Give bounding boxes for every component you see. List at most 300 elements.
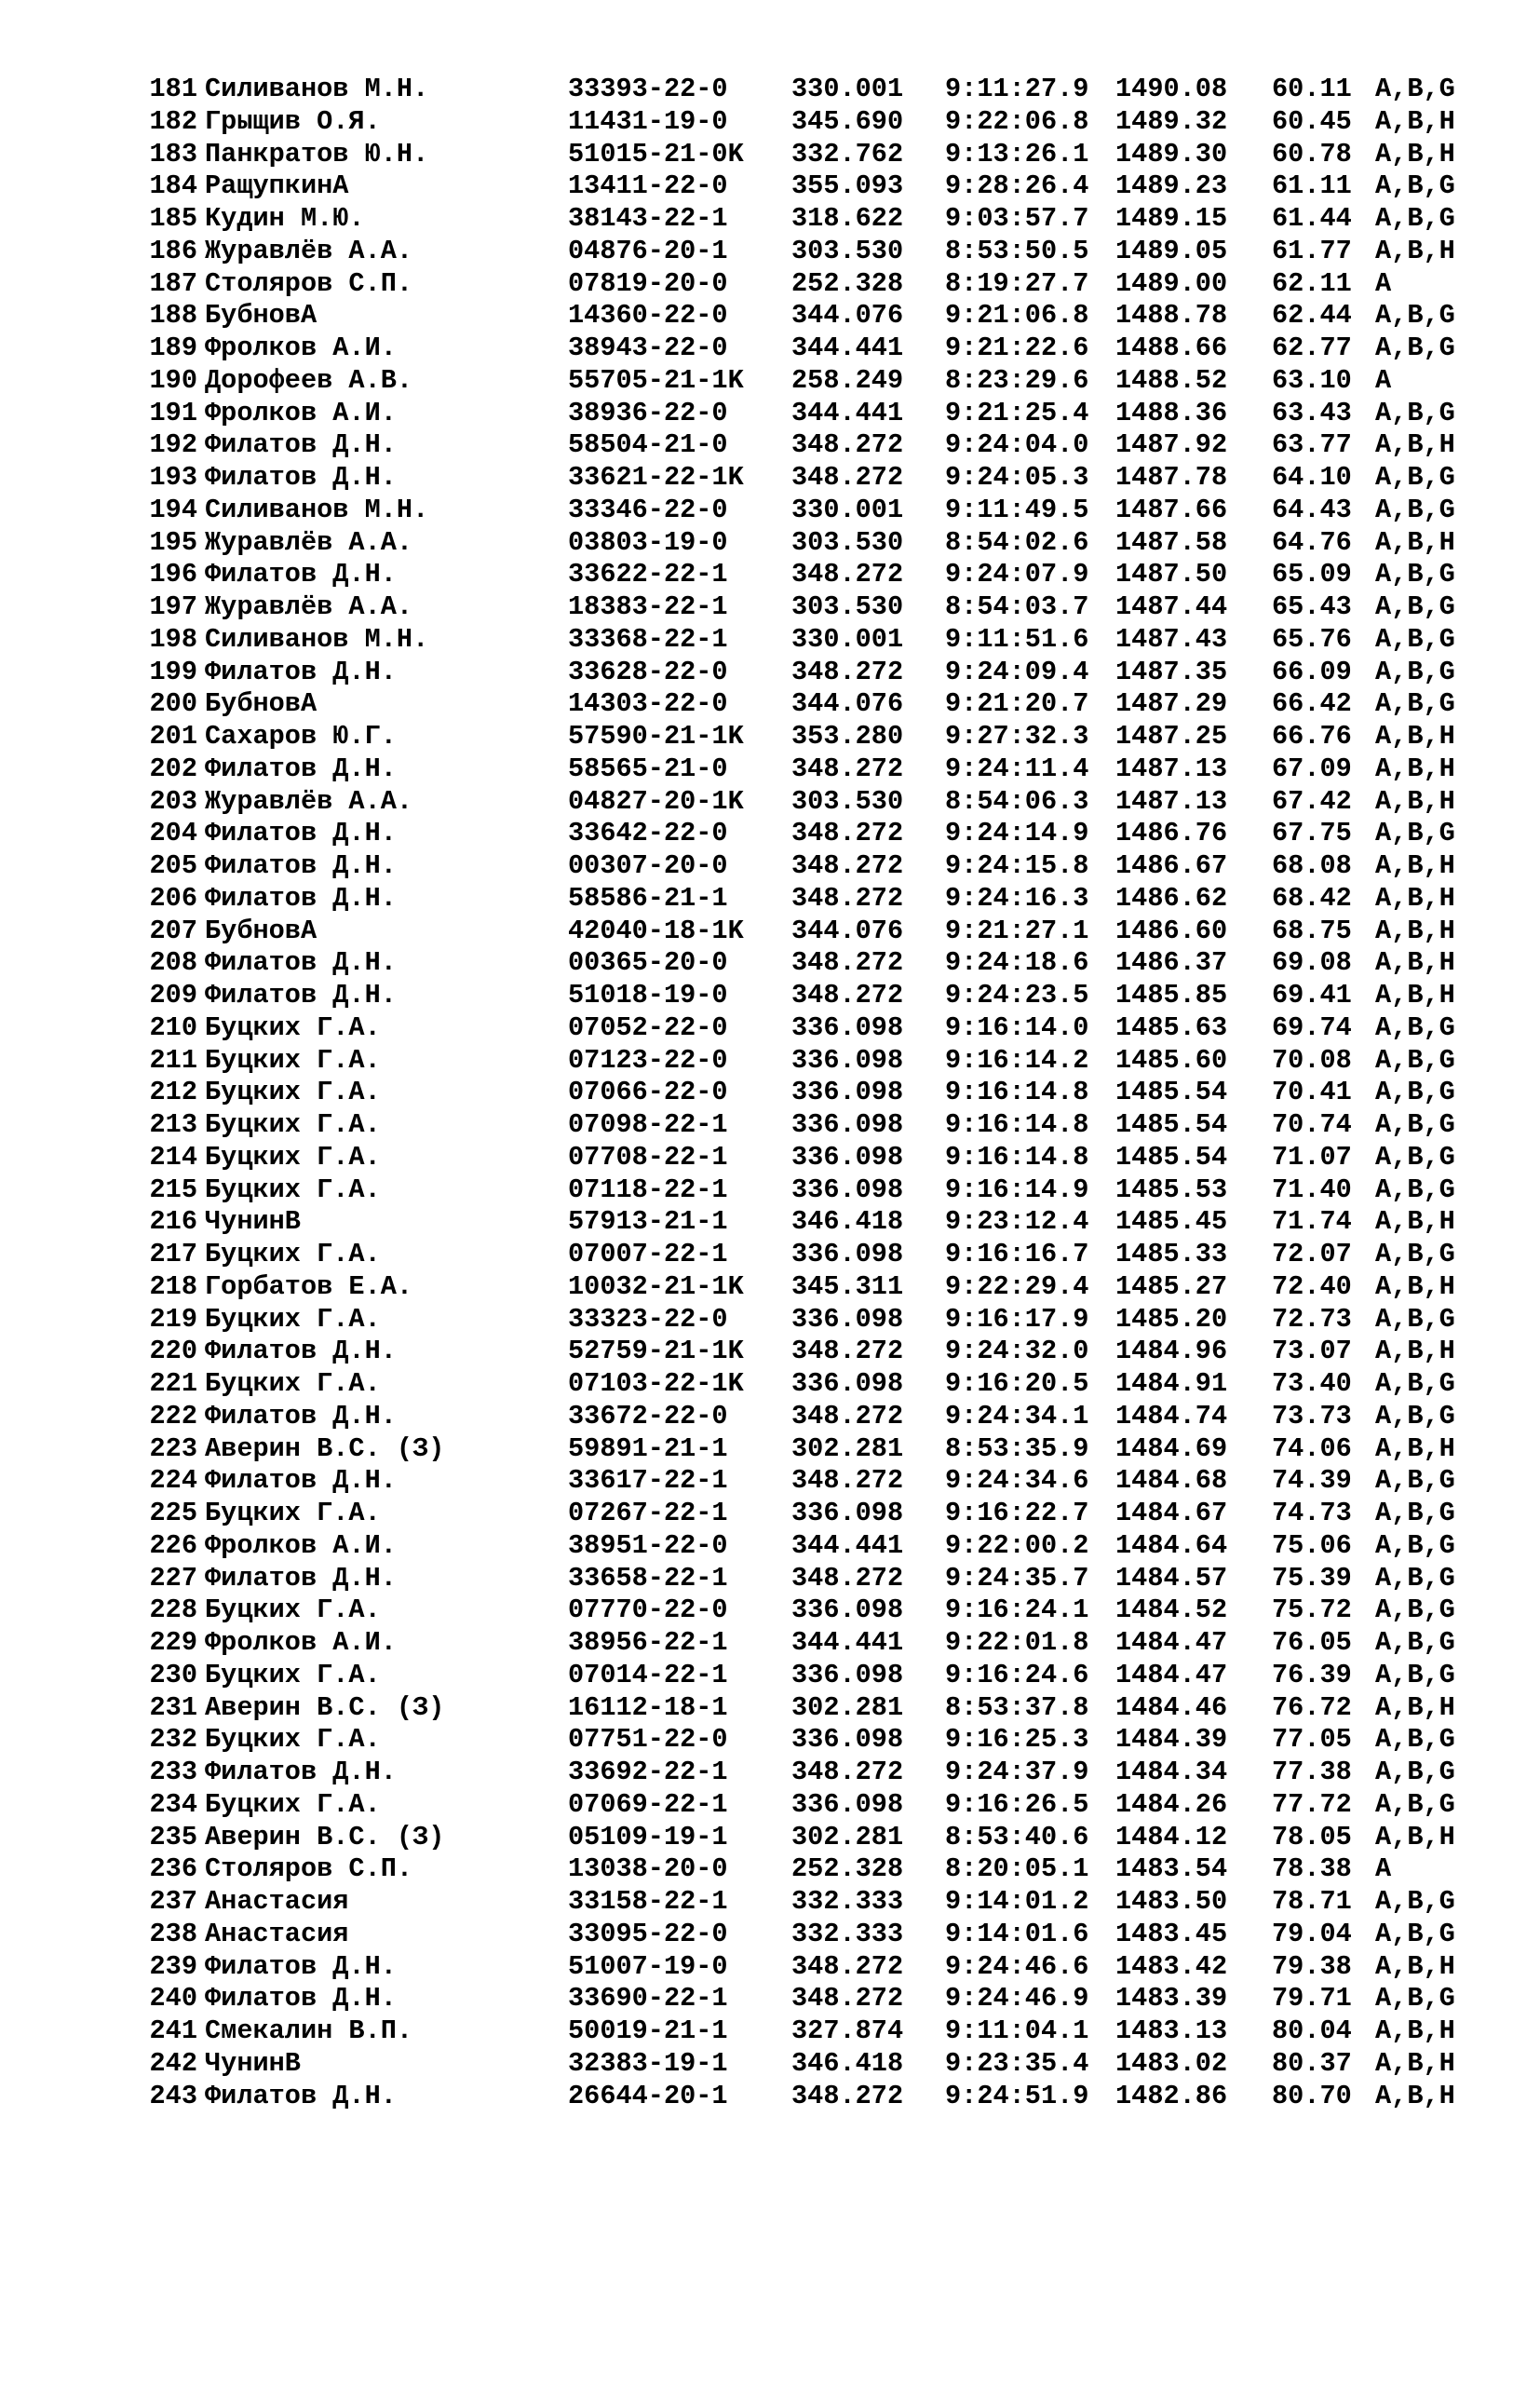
classes: A,B,G — [1375, 494, 1455, 525]
points: 78.05 — [1272, 1821, 1352, 1852]
ring-number: 58504-21-0 — [568, 429, 728, 461]
points: 62.11 — [1272, 267, 1352, 299]
row-number: 237 — [149, 1886, 197, 1917]
table-row — [138, 1918, 1455, 1951]
classes: A,B,G — [1375, 1498, 1455, 1528]
speed: 1483.45 — [1115, 1918, 1228, 1949]
distance: 336.098 — [791, 1011, 904, 1043]
arrival-time: 9:16:24.1 — [945, 1594, 1089, 1626]
distance: 344.076 — [791, 688, 904, 720]
row-number: 216 — [149, 1206, 197, 1238]
speed: 1484.96 — [1115, 1336, 1228, 1367]
distance: 336.098 — [791, 1368, 904, 1399]
points: 67.75 — [1272, 818, 1352, 849]
ring-number: 38143-22-1 — [568, 203, 728, 234]
table-row — [138, 1011, 1455, 1045]
fancier-name: Филатов Д.Н. — [205, 753, 397, 784]
table-row — [138, 1659, 1455, 1692]
row-number: 184 — [149, 170, 197, 202]
speed: 1489.30 — [1115, 138, 1228, 170]
classes: A,B,H — [1375, 2080, 1455, 2111]
points: 61.11 — [1272, 170, 1352, 202]
arrival-time: 9:14:01.2 — [945, 1886, 1089, 1917]
classes: A,B,G — [1375, 1627, 1455, 1658]
speed: 1488.36 — [1115, 397, 1228, 428]
table-row — [138, 203, 1455, 236]
distance: 327.874 — [791, 2015, 904, 2046]
ring-number: 07103-22-1K — [568, 1368, 744, 1399]
fancier-name: Горбатов Е.А. — [205, 1270, 413, 1302]
table-row — [138, 818, 1455, 850]
table-row — [138, 1724, 1455, 1757]
row-number: 234 — [149, 1788, 197, 1820]
classes: A,B,H — [1375, 429, 1455, 461]
table-row — [138, 105, 1455, 139]
ring-number: 07819-20-0 — [568, 267, 728, 299]
speed: 1484.52 — [1115, 1594, 1228, 1626]
classes: A,B,G — [1375, 1757, 1455, 1787]
arrival-time: 9:21:20.7 — [945, 688, 1089, 720]
classes: A,B,H — [1375, 1206, 1455, 1238]
classes: A,B,H — [1375, 1336, 1455, 1367]
distance: 303.530 — [791, 591, 904, 622]
points: 75.39 — [1272, 1562, 1352, 1594]
ring-number: 07267-22-1 — [568, 1498, 728, 1528]
row-number: 226 — [149, 1529, 197, 1561]
ring-number: 57913-21-1 — [568, 1206, 728, 1238]
row-number: 231 — [149, 1691, 197, 1723]
points: 76.39 — [1272, 1659, 1352, 1690]
fancier-name: Буцких Г.А. — [205, 1044, 381, 1076]
ring-number: 51018-19-0 — [568, 980, 728, 1011]
ring-number: 33158-22-1 — [568, 1886, 728, 1917]
points: 61.77 — [1272, 235, 1352, 266]
ring-number: 59891-21-1 — [568, 1432, 728, 1464]
speed: 1485.33 — [1115, 1239, 1228, 1269]
fancier-name: Филатов Д.Н. — [205, 1757, 397, 1787]
row-number: 202 — [149, 753, 197, 784]
distance: 355.093 — [791, 170, 904, 202]
fancier-name: Фролков А.И. — [205, 1627, 397, 1658]
classes: A,B,G — [1375, 559, 1455, 590]
ring-number: 57590-21-1K — [568, 721, 744, 752]
speed: 1485.63 — [1115, 1011, 1228, 1043]
speed: 1488.66 — [1115, 332, 1228, 363]
table-row — [138, 74, 1455, 106]
classes: A,B,H — [1375, 1270, 1455, 1302]
fancier-name: Журавлёв А.А. — [205, 591, 413, 622]
ring-number: 03803-19-0 — [568, 526, 728, 558]
table-row — [138, 1757, 1455, 1789]
table-row — [138, 2080, 1455, 2113]
speed: 1483.39 — [1115, 1983, 1228, 2015]
points: 62.44 — [1272, 300, 1352, 332]
row-number: 236 — [149, 1853, 197, 1885]
points: 69.41 — [1272, 980, 1352, 1011]
fancier-name: БубновА — [205, 915, 317, 946]
row-number: 208 — [149, 947, 197, 979]
row-number: 201 — [149, 721, 197, 752]
arrival-time: 8:53:35.9 — [945, 1432, 1089, 1464]
classes: A,B,G — [1375, 332, 1455, 363]
distance: 348.272 — [791, 882, 904, 914]
distance: 348.272 — [791, 2080, 904, 2111]
arrival-time: 9:16:20.5 — [945, 1368, 1089, 1399]
classes: A — [1375, 267, 1392, 299]
fancier-name: Филатов Д.Н. — [205, 1465, 397, 1497]
speed: 1485.60 — [1115, 1044, 1228, 1076]
table-row — [138, 364, 1392, 398]
arrival-time: 9:11:51.6 — [945, 623, 1089, 655]
points: 65.76 — [1272, 623, 1352, 655]
distance: 332.333 — [791, 1886, 904, 1917]
arrival-time: 9:24:34.6 — [945, 1465, 1089, 1497]
distance: 344.076 — [791, 915, 904, 946]
row-number: 211 — [149, 1044, 197, 1076]
table-row — [138, 235, 1455, 268]
table-row — [138, 785, 1455, 819]
classes: A,B,H — [1375, 138, 1455, 170]
fancier-name: Филатов Д.Н. — [205, 1950, 397, 1982]
table-row — [138, 2015, 1455, 2048]
table-row — [138, 397, 1455, 430]
fancier-name: Филатов Д.Н. — [205, 882, 397, 914]
distance: 348.272 — [791, 980, 904, 1011]
arrival-time: 8:54:02.6 — [945, 526, 1089, 558]
arrival-time: 9:21:22.6 — [945, 332, 1089, 363]
ring-number: 51015-21-0K — [568, 138, 744, 170]
points: 72.73 — [1272, 1303, 1352, 1335]
points: 60.78 — [1272, 138, 1352, 170]
fancier-name: Кудин М.Ю. — [205, 203, 365, 234]
arrival-time: 8:20:05.1 — [945, 1853, 1089, 1885]
speed: 1484.91 — [1115, 1368, 1228, 1399]
fancier-name: Филатов Д.Н. — [205, 1983, 397, 2015]
fancier-name: Журавлёв А.А. — [205, 526, 413, 558]
table-row — [138, 494, 1455, 527]
row-number: 214 — [149, 1141, 197, 1173]
arrival-time: 9:16:14.8 — [945, 1109, 1089, 1140]
speed: 1484.69 — [1115, 1432, 1228, 1464]
classes: A,B,G — [1375, 688, 1455, 720]
classes: A,B,H — [1375, 105, 1455, 137]
fancier-name: Филатов Д.Н. — [205, 429, 397, 461]
arrival-time: 9:16:22.7 — [945, 1498, 1089, 1528]
ring-number: 51007-19-0 — [568, 1950, 728, 1982]
speed: 1487.29 — [1115, 688, 1228, 720]
distance: 252.328 — [791, 267, 904, 299]
classes: A,B,H — [1375, 850, 1455, 881]
classes: A,B,G — [1375, 1141, 1455, 1173]
distance: 336.098 — [791, 1109, 904, 1140]
row-number: 224 — [149, 1465, 197, 1497]
distance: 330.001 — [791, 494, 904, 525]
points: 79.71 — [1272, 1983, 1352, 2015]
points: 66.09 — [1272, 656, 1352, 687]
row-number: 197 — [149, 591, 197, 622]
speed: 1484.47 — [1115, 1659, 1228, 1690]
distance: 336.098 — [791, 1303, 904, 1335]
ring-number: 07770-22-0 — [568, 1594, 728, 1626]
speed: 1486.76 — [1115, 818, 1228, 849]
arrival-time: 9:11:49.5 — [945, 494, 1089, 525]
distance: 336.098 — [791, 1044, 904, 1076]
classes: A,B,G — [1375, 1077, 1455, 1108]
row-number: 204 — [149, 818, 197, 849]
row-number: 199 — [149, 656, 197, 687]
classes: A,B,G — [1375, 591, 1455, 622]
classes: A,B,H — [1375, 980, 1455, 1011]
ring-number: 10032-21-1K — [568, 1270, 744, 1302]
points: 77.72 — [1272, 1788, 1352, 1820]
arrival-time: 9:24:07.9 — [945, 559, 1089, 590]
points: 65.43 — [1272, 591, 1352, 622]
row-number: 230 — [149, 1659, 197, 1690]
points: 70.41 — [1272, 1077, 1352, 1108]
speed: 1486.37 — [1115, 947, 1228, 979]
row-number: 189 — [149, 332, 197, 363]
classes: A,B,H — [1375, 1432, 1455, 1464]
arrival-time: 9:16:14.2 — [945, 1044, 1089, 1076]
table-row — [138, 138, 1455, 171]
speed: 1485.27 — [1115, 1270, 1228, 1302]
arrival-time: 9:24:14.9 — [945, 818, 1089, 849]
distance: 344.441 — [791, 332, 904, 363]
ring-number: 16112-18-1 — [568, 1691, 728, 1723]
fancier-name: Буцких Г.А. — [205, 1659, 381, 1690]
points: 68.08 — [1272, 850, 1352, 881]
classes: A,B,G — [1375, 623, 1455, 655]
fancier-name: Филатов Д.Н. — [205, 2080, 397, 2111]
fancier-name: Аверин В.С. (З) — [205, 1821, 445, 1852]
ring-number: 07118-22-1 — [568, 1174, 728, 1205]
classes: A,B,G — [1375, 1594, 1455, 1626]
table-row — [138, 1368, 1455, 1401]
points: 77.38 — [1272, 1757, 1352, 1787]
distance: 348.272 — [791, 656, 904, 687]
arrival-time: 9:24:37.9 — [945, 1757, 1089, 1787]
ring-number: 33368-22-1 — [568, 623, 728, 655]
table-row — [138, 462, 1455, 495]
speed: 1483.13 — [1115, 2015, 1228, 2046]
classes: A,B,H — [1375, 947, 1455, 979]
speed: 1485.45 — [1115, 1206, 1228, 1238]
table-row — [138, 753, 1455, 786]
distance: 302.281 — [791, 1432, 904, 1464]
ring-number: 07751-22-0 — [568, 1724, 728, 1756]
row-number: 206 — [149, 882, 197, 914]
fancier-name: Филатов Д.Н. — [205, 850, 397, 881]
distance: 336.098 — [791, 1239, 904, 1269]
table-row — [138, 1400, 1455, 1433]
speed: 1485.85 — [1115, 980, 1228, 1011]
distance: 330.001 — [791, 74, 904, 104]
table-row — [138, 1141, 1455, 1174]
arrival-time: 9:24:05.3 — [945, 462, 1089, 493]
ring-number: 07123-22-0 — [568, 1044, 728, 1076]
arrival-time: 9:24:23.5 — [945, 980, 1089, 1011]
ring-number: 14303-22-0 — [568, 688, 728, 720]
points: 70.74 — [1272, 1109, 1352, 1140]
table-row — [138, 688, 1455, 721]
distance: 336.098 — [791, 1174, 904, 1205]
distance: 348.272 — [791, 947, 904, 979]
ring-number: 00365-20-0 — [568, 947, 728, 979]
ring-number: 07098-22-1 — [568, 1109, 728, 1140]
speed: 1486.60 — [1115, 915, 1228, 946]
fancier-name: Столяров С.П. — [205, 1853, 413, 1885]
row-number: 193 — [149, 462, 197, 493]
row-number: 192 — [149, 429, 197, 461]
speed: 1484.39 — [1115, 1724, 1228, 1756]
distance: 336.098 — [791, 1594, 904, 1626]
row-number: 225 — [149, 1498, 197, 1528]
ring-number: 18383-22-1 — [568, 591, 728, 622]
classes: A,B,H — [1375, 915, 1455, 946]
arrival-time: 9:24:35.7 — [945, 1562, 1089, 1594]
fancier-name: Филатов Д.Н. — [205, 818, 397, 849]
points: 60.11 — [1272, 74, 1352, 104]
arrival-time: 9:16:17.9 — [945, 1303, 1089, 1335]
classes: A,B,G — [1375, 300, 1455, 332]
ring-number: 07007-22-1 — [568, 1239, 728, 1269]
points: 64.76 — [1272, 526, 1352, 558]
distance: 348.272 — [791, 850, 904, 881]
arrival-time: 9:16:14.0 — [945, 1011, 1089, 1043]
classes: A,B,G — [1375, 1562, 1455, 1594]
row-number: 183 — [149, 138, 197, 170]
row-number: 228 — [149, 1594, 197, 1626]
table-row — [138, 1465, 1455, 1498]
fancier-name: ЧунинВ — [205, 2047, 301, 2079]
fancier-name: Буцких Г.А. — [205, 1077, 381, 1108]
row-number: 242 — [149, 2047, 197, 2079]
speed: 1487.13 — [1115, 785, 1228, 817]
classes: A,B,G — [1375, 1724, 1455, 1756]
arrival-time: 9:22:01.8 — [945, 1627, 1089, 1658]
classes: A,B,G — [1375, 1239, 1455, 1269]
classes: A,B,G — [1375, 1174, 1455, 1205]
points: 79.04 — [1272, 1918, 1352, 1949]
table-row — [138, 1270, 1455, 1304]
ring-number: 07014-22-1 — [568, 1659, 728, 1690]
points: 80.37 — [1272, 2047, 1352, 2079]
row-number: 223 — [149, 1432, 197, 1464]
ring-number: 33323-22-0 — [568, 1303, 728, 1335]
distance: 348.272 — [791, 462, 904, 493]
classes: A — [1375, 1853, 1392, 1885]
speed: 1487.50 — [1115, 559, 1228, 590]
distance: 348.272 — [791, 1336, 904, 1367]
distance: 348.272 — [791, 1950, 904, 1982]
arrival-time: 9:24:11.4 — [945, 753, 1089, 784]
fancier-name: Филатов Д.Н. — [205, 947, 397, 979]
table-row — [138, 267, 1392, 301]
points: 75.06 — [1272, 1529, 1352, 1561]
table-row — [138, 1077, 1455, 1109]
table-row — [138, 1627, 1455, 1660]
ring-number: 33393-22-0 — [568, 74, 728, 104]
table-row — [138, 526, 1455, 560]
points: 62.77 — [1272, 332, 1352, 363]
ring-number: 33621-22-1K — [568, 462, 744, 493]
fancier-name: Смекалин В.П. — [205, 2015, 413, 2046]
fancier-name: Силиванов М.Н. — [205, 74, 429, 104]
speed: 1484.64 — [1115, 1529, 1228, 1561]
speed: 1486.67 — [1115, 850, 1228, 881]
arrival-time: 9:22:29.4 — [945, 1270, 1089, 1302]
table-row — [138, 1498, 1455, 1530]
arrival-time: 8:53:37.8 — [945, 1691, 1089, 1723]
arrival-time: 9:24:16.3 — [945, 882, 1089, 914]
points: 76.72 — [1272, 1691, 1352, 1723]
distance: 336.098 — [791, 1498, 904, 1528]
points: 64.10 — [1272, 462, 1352, 493]
distance: 348.272 — [791, 1400, 904, 1431]
ring-number: 33642-22-0 — [568, 818, 728, 849]
arrival-time: 8:53:50.5 — [945, 235, 1089, 266]
ring-number: 33095-22-0 — [568, 1918, 728, 1949]
arrival-time: 9:24:09.4 — [945, 656, 1089, 687]
row-number: 221 — [149, 1368, 197, 1399]
arrival-time: 9:16:14.9 — [945, 1174, 1089, 1205]
row-number: 212 — [149, 1077, 197, 1108]
arrival-time: 9:28:26.4 — [945, 170, 1089, 202]
speed: 1484.67 — [1115, 1498, 1228, 1528]
row-number: 227 — [149, 1562, 197, 1594]
ring-number: 33346-22-0 — [568, 494, 728, 525]
distance: 345.311 — [791, 1270, 904, 1302]
table-row — [138, 915, 1455, 948]
arrival-time: 9:14:01.6 — [945, 1918, 1089, 1949]
points: 60.45 — [1272, 105, 1352, 137]
fancier-name: Панкратов Ю.Н. — [205, 138, 429, 170]
arrival-time: 9:24:46.9 — [945, 1983, 1089, 2015]
row-number: 229 — [149, 1627, 197, 1658]
arrival-time: 9:24:15.8 — [945, 850, 1089, 881]
fancier-name: Буцких Г.А. — [205, 1011, 381, 1043]
table-row — [138, 1950, 1455, 1984]
classes: A,B,G — [1375, 1918, 1455, 1949]
row-number: 205 — [149, 850, 197, 881]
fancier-name: Филатов Д.Н. — [205, 559, 397, 590]
ring-number: 33692-22-1 — [568, 1757, 728, 1787]
classes: A,B,G — [1375, 1368, 1455, 1399]
table-row — [138, 1691, 1455, 1725]
distance: 346.418 — [791, 2047, 904, 2079]
distance: 303.530 — [791, 785, 904, 817]
row-number: 194 — [149, 494, 197, 525]
fancier-name: Анастасия — [205, 1886, 349, 1917]
distance: 258.249 — [791, 364, 904, 396]
row-number: 239 — [149, 1950, 197, 1982]
ring-number: 42040-18-1K — [568, 915, 744, 946]
points: 68.75 — [1272, 915, 1352, 946]
distance: 344.441 — [791, 1529, 904, 1561]
speed: 1489.23 — [1115, 170, 1228, 202]
arrival-time: 9:21:06.8 — [945, 300, 1089, 332]
distance: 336.098 — [791, 1077, 904, 1108]
classes: A,B,G — [1375, 74, 1455, 104]
fancier-name: Филатов Д.Н. — [205, 980, 397, 1011]
fancier-name: Грыщив О.Я. — [205, 105, 381, 137]
fancier-name: Буцких Г.А. — [205, 1174, 381, 1205]
row-number: 195 — [149, 526, 197, 558]
fancier-name: Филатов Д.Н. — [205, 1562, 397, 1594]
points: 66.42 — [1272, 688, 1352, 720]
ring-number: 33617-22-1 — [568, 1465, 728, 1497]
speed: 1484.46 — [1115, 1691, 1228, 1723]
